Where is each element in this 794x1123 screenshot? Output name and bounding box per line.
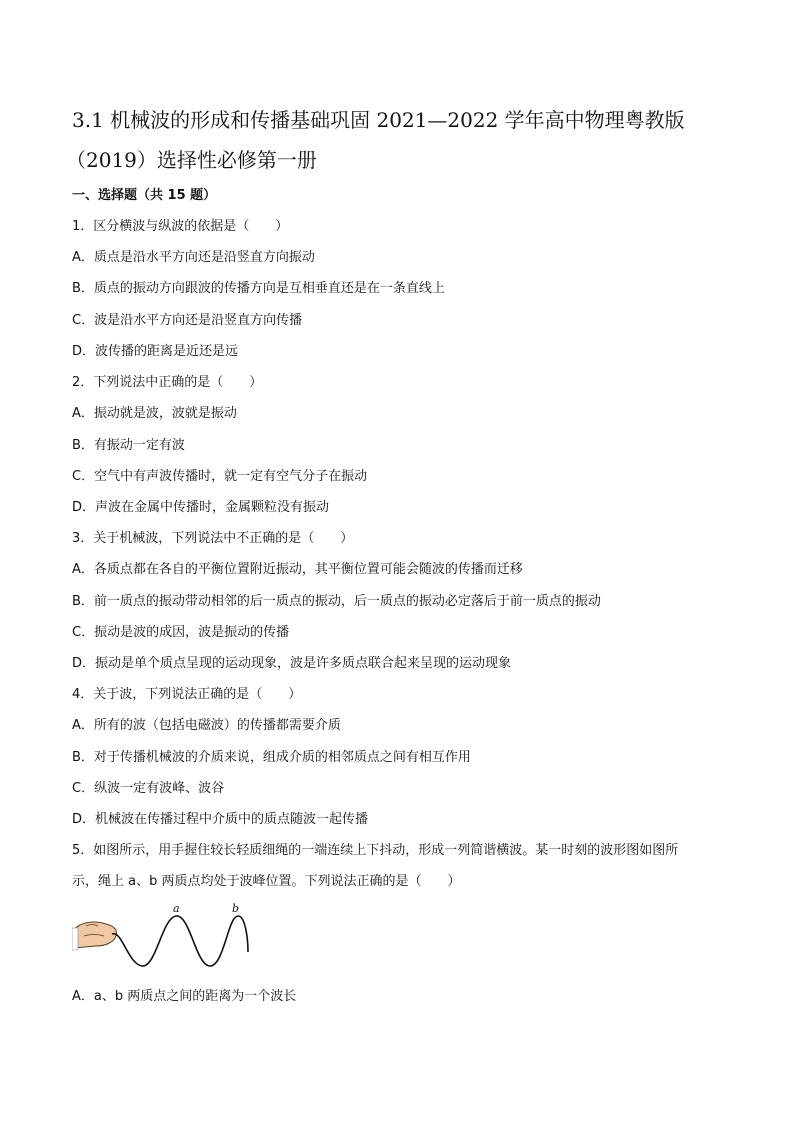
- question-4-option-d: D．机械波在传播过程中介质中的质点随波一起传播: [72, 812, 369, 827]
- title-line-1: 3.1 机械波的形成和传播基础巩固 2021—2022 学年高中物理粤教版: [72, 108, 685, 132]
- question-4-option-a: A．所有的波（包括电磁波）的传播都需要介质: [72, 718, 341, 733]
- document-title: [66, 100, 732, 180]
- question-1-option-d: D．波传播的距离是近还是远: [72, 344, 239, 359]
- question-5-stem-line-1: 5．如图所示，用手握住较长轻质细绳的一端连续上下抖动，形成一列简谐横波。某一时刻的波形图如图所: [72, 843, 679, 858]
- hand-rope-wave-figure: [72, 902, 252, 974]
- rope-wave: [112, 916, 248, 966]
- question-3-option-a: A．各质点都在各自的平衡位置附近振动，其平衡位置可能会随波的传播而迁移: [72, 562, 523, 577]
- question-2-option-a: A．振动就是波，波就是振动: [72, 406, 237, 421]
- question-4-option-c: C．纵波一定有波峰、波谷: [72, 781, 225, 796]
- figure-label-a: a: [173, 902, 180, 915]
- question-5-stem-line-2: 示，绳上 a、b 两质点均处于波峰位置。下列说法正确的是（ ）: [72, 874, 461, 889]
- question-1-option-c: C．波是沿水平方向还是沿竖直方向传播: [72, 313, 303, 328]
- figure-label-b: b: [232, 902, 240, 915]
- question-3-option-c: C．振动是波的成因，波是振动的传播: [72, 625, 290, 640]
- question-1-stem: 1．区分横波与纵波的依据是（ ）: [72, 219, 289, 234]
- question-2-stem: 2．下列说法中正确的是（ ）: [72, 375, 263, 390]
- hand-icon: [72, 922, 117, 950]
- question-3-stem: 3．关于机械波，下列说法中不正确的是（ ）: [72, 531, 354, 546]
- question-2-option-c: C．空气中有声波传播时，就一定有空气分子在振动: [72, 469, 368, 484]
- question-2-option-d: D．声波在金属中传播时，金属颗粒没有振动: [72, 500, 330, 515]
- question-3-option-d: D．振动是单个质点呈现的运动现象，波是许多质点联合起来呈现的运动现象: [72, 656, 512, 671]
- section-heading: 一、选择题（共 15 题）: [72, 188, 217, 203]
- question-3-option-b: B．前一质点的振动带动相邻的后一质点的振动，后一质点的振动必定落后于前一质点的振动: [72, 594, 601, 609]
- question-1-option-b: B．质点的振动方向跟波的传播方向是互相垂直还是在一条直线上: [72, 281, 445, 296]
- question-4-stem: 4．关于波，下列说法正确的是（ ）: [72, 687, 302, 702]
- question-1-option-a: A．质点是沿水平方向还是沿竖直方向振动: [72, 250, 315, 265]
- title-line-2: （2019）选择性必修第一册: [66, 148, 317, 172]
- question-2-option-b: B．有振动一定有波: [72, 438, 185, 453]
- question-5-option-a: A．a、b 两质点之间的距离为一个波长: [72, 989, 297, 1004]
- question-4-option-b: B．对于传播机械波的介质来说，组成介质的相邻质点之间有相互作用: [72, 750, 471, 765]
